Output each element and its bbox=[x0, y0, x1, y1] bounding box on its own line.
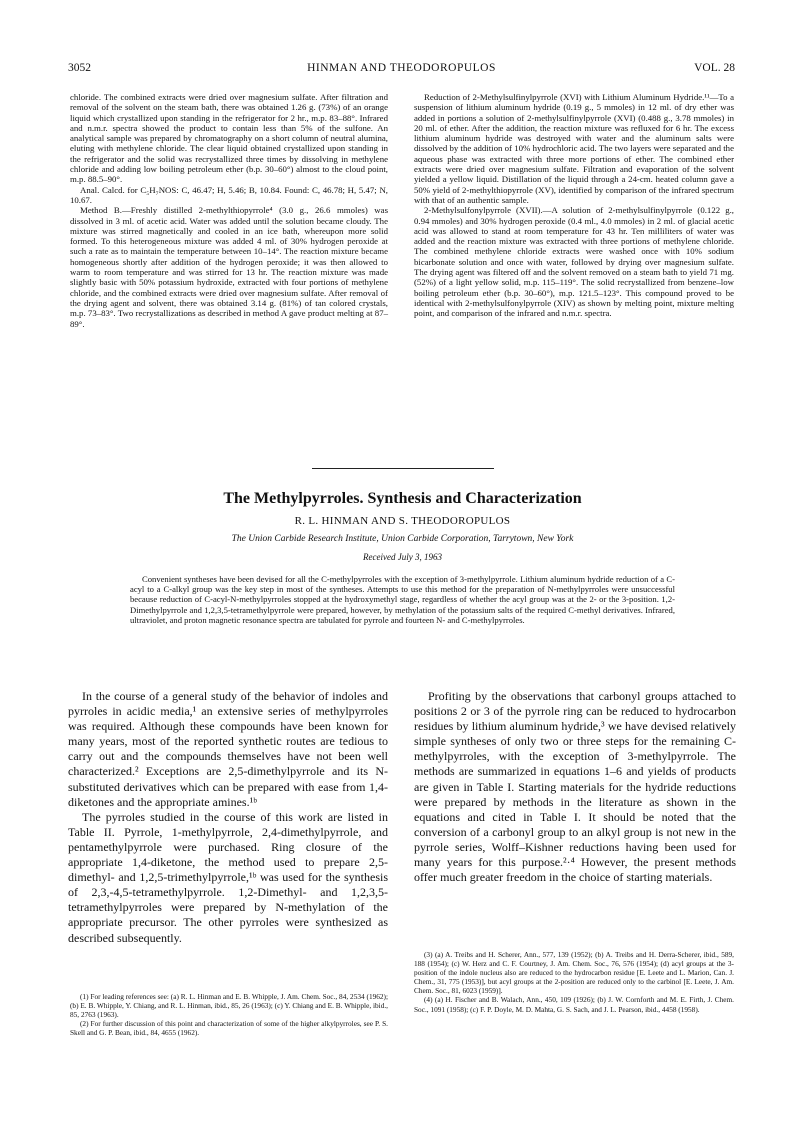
paragraph-analysis: Anal. Calcd. for C₅H₇NOS: C, 46.47; H, 5.46; B, 10.84. Found: C, 46.78; H, 5.47; N, 10.67. bbox=[70, 184, 388, 205]
page-number: 3052 bbox=[68, 62, 91, 74]
article-affiliation: The Union Carbide Research Institute, Union Carbide Corporation, Tarrytown, New York bbox=[231, 534, 574, 544]
received-date: Received July 3, 1963 bbox=[363, 552, 442, 562]
article-title: The Methylpyrroles. Synthesis and Characterization bbox=[223, 490, 582, 507]
footnotes-column-1 bbox=[70, 992, 388, 1037]
running-title: HINMAN AND THEODOROPULOS bbox=[307, 62, 496, 74]
previous-article-column-2 bbox=[414, 92, 734, 319]
abstract-text: Convenient syntheses have been devised for all the C-methylpyrroles with the exception of 3-methylpyrrole. Lithium aluminum hydride reduction of a C-acyl to a C-alkyl group was the key step in most of the syntheses. Attempts to use this method for the preparation of N-methylpyrroles were unsuccessful because reduction of C-acyl-N-methylpyrroles stopped at the hydroxymethyl stage, regardless of whether the acyl group was at the 2- or the 3-position. 1,2-Dimethylpyrrole and 1,2,3,5-tetramethylpyrrole were prepared, however, by methylation of the potassium salts of the required C-methyl derivatives. Infrared, ultraviolet, and proton magnetic resonance spectra are tabulated for pyrrole and fourteen N- and C-methylpyrroles. bbox=[130, 574, 675, 625]
article-authors: R. L. HINMAN AND S. THEODOROPULOS bbox=[294, 515, 511, 527]
section-divider bbox=[312, 468, 494, 469]
footnotes-column-2 bbox=[414, 950, 734, 1014]
body-paragraph: Profiting by the observations that carbonyl groups attached to positions 2 or 3 of the pyrrole ring can be reduced to hydrocarbon residues by lithium aluminum hydride,³ we have devised relatively simple syntheses of only two or three steps for the remaining C-methylpyrroles, with the exception of 3-methylpyrrole. The methods are summarized in equations 1–6 and yields of products are given in Table I. Starting materials for the hydride reductions were prepared by methods in the literature as shown in the equations and cited in Table I. It should be noted that the conversion of a carbonyl group to an alkyl group is not new in the pyrrole series, Wolff–Kishner reductions having been used for many years for this purpose.²·⁴ However, the present methods offer much greater freedom in the choice of starting materials. bbox=[414, 689, 736, 885]
paragraph-method-b: Method B.—Freshly distilled 2-methylthiopyrrole⁴ (3.0 g., 26.6 mmoles) was dissolved in 3 ml. of acetic acid. Water was added until the solution became cloudy. The mixture was stirred magnetically and cooled in an ice bath, whereupon more solid formed. To this heterogeneous mixture was added 4 ml. of 30% hydrogen peroxide at such a rate as to maintain the temperature between 10–14°. The reaction mixture became homogeneous shortly after addition of the hydrogen peroxide; it was then allowed to warm to room temperature and was stirred for 13 hr. The reaction mixture was made slightly basic with 50% potassium hydroxide, extracted with four portions of methylene chloride, and the combined extracts were dried over magnesium sulfate. After removal of the drying agent and solvent, there was obtained 3.14 g. (81%) of tan colored crystals, m.p. 73–83°. Two recrystallizations as described in method A gave product melting at 87–89°. bbox=[70, 205, 388, 329]
footnote: (1) For leading references see: (a) R. L. Hinman and E. B. Whipple, J. Am. Chem. Soc., 84, 2534 (1962); (b) E. B. Whipple, Y. Chiang, and R. L. Hinman, ibid., 85, 26 (1963); (c) Y. Chiang and E. B. Whipple, ibid., 85, 2763 (1963). bbox=[70, 992, 388, 1020]
volume-label: VOL. 28 bbox=[694, 62, 735, 74]
footnote: (4) (a) H. Fischer and B. Walach, Ann., 450, 109 (1926); (b) J. W. Cornforth and M. E. Firth, J. Chem. Soc., 1091 (1958); (c) F. P. Doyle, M. D. Mahta, G. S. Sach, and J. L. Pearson, ibid., 4458 (1958). bbox=[414, 995, 734, 1014]
body-paragraph: In the course of a general study of the behavior of indoles and pyrroles in acidic media,¹ an extensive series of methylpyrroles was required. Although these compounds have been known for many years, most of the reported synthetic routes are tedious to carry out and the compounds themselves have not been well characterized.² Exceptions are 2,5-dimethylpyrrole and its N-substituted derivatives which can be prepared with ease from 1,4-diketones and the appropriate amines.¹ᵇ bbox=[68, 689, 388, 809]
previous-article-column-1 bbox=[70, 92, 388, 329]
running-header bbox=[68, 62, 735, 78]
paragraph: chloride. The combined extracts were dried over magnesium sulfate. After filtration and removal of the solvent on the steam bath, there was obtained 1.26 g. (73%) of an orange liquid which crystallized upon standing in the refrigerator for 2 hr., m.p. 83–88°. Infrared and n.m.r. spectra showed the product to contain less than 5% of the sulfone. An analytical sample was prepared by chromatography on a short column of neutral alumina, eluting with methylene chloride. The clear liquid obtained crystallized upon standing in the refrigerator and the solid was recrystallized three times by dissolving in methylene chloride and adding low boiling petroleum ether (b.p. 30–60°) almost to the cloud point, m.p. 88.5–90°. bbox=[70, 92, 388, 185]
body-column-2 bbox=[414, 689, 736, 885]
paragraph-reduction: Reduction of 2-Methylsulfinylpyrrole (XVI) with Lithium Aluminum Hydride.¹¹—To a suspension of lithium aluminum hydride (0.19 g., 5 mmoles) in 12 ml. of dry ether was added in portions a solution of 2-methylsulfinylpyrrole (XVI) (0.488 g., 3.78 mmoles) in 20 ml. of ether. After the addition, the reaction mixture was refluxed for 6 hr. The excess lithium aluminum hydride was destroyed with water and the aluminum salts were dissolved by the addition of 10% hydrochloric acid. The two layers were separated and the aqueous phase was extracted with three more portions of ether. The combined ether extracts were dried over magnesium sulfate. Filtration and evaporation of the solvent yielded a yellow liquid. Distillation of the liquid through a 24-cm. heated column gave a 50% yield of 2-methylthiopyrrole (XV), identified by comparison of the infrared spectrum with that of an authentic sample. bbox=[414, 92, 734, 205]
paragraph-sulfonyl: 2-Methylsulfonylpyrrole (XVII).—A solution of 2-methylsulfinylpyrrole (0.122 g., 0.94 mmoles) and 30% hydrogen peroxide (0.4 ml., 4.0 mmoles) in 2 ml. of glacial acetic acid was allowed to stand at room temperature for 43 hr. Ten milliliters of water was added and the reaction mixture was extracted with three portions of methylene chloride. The combined methylene chloride extracts were washed once with 10% sodium bicarbonate solution and once with water, followed by drying over magnesium sulfate. The drying agent was filtered off and the solvent removed on a steam bath to yield 71 mg. (52%) of a light yellow solid, m.p. 115–119°. The solid recrystallized from benzene–low boiling petroleum ether (b.p. 30–60°), m.p. 121.5–123°. This compound proved to be identical with 2-methylsulfonylpyrrole (XIV) as shown by melting point, mixture melting point, and comparison of the infrared and n.m.r. spectra. bbox=[414, 205, 734, 319]
body-paragraph: The pyrroles studied in the course of this work are listed in Table II. Pyrrole, 1-methylpyrrole, 2,4-dimethylpyrrole, and pentamethylpyrrole were purchased. Ring closure of the appropriate 1,4-diketone, the method used to prepare 2,5-dimethyl- and 1,2,5-trimethylpyrrole,¹ᵇ was used for the synthesis of 2,3,-4,5-tetramethylpyrrole. 1,2-Dimethyl- and 1,2,3,5-tetramethylpyrroles were prepared by N-methylation of the appropriate precursor. The other pyrroles were synthesized as described subsequently. bbox=[68, 809, 388, 945]
body-column-1 bbox=[68, 689, 388, 946]
abstract bbox=[130, 574, 675, 625]
footnote: (3) (a) A. Treibs and H. Scherer, Ann., 577, 139 (1952); (b) A. Treibs and H. Derra-Scherer, ibid., 589, 188 (1954); (c) W. Herz and C. F. Courtney, J. Am. Chem. Soc., 76, 576 (1954); (d) acyl groups at the 3-position of the indole nucleus also are reduced to the hydrocarbon residue [E. Leete and L. Marion, Can. J. Chem., 31, 775 (1953)], but acyl groups at the 2-position are reduced only to the carbinol [E. Leete, J. Am. Chem. Soc., 81, 6023 (1959)]. bbox=[414, 950, 734, 996]
footnote: (2) For further discussion of this point and characterization of some of the higher alkylpyrroles, see P. S. Skell and G. P. Bean, ibid., 84, 4655 (1962). bbox=[70, 1019, 388, 1038]
